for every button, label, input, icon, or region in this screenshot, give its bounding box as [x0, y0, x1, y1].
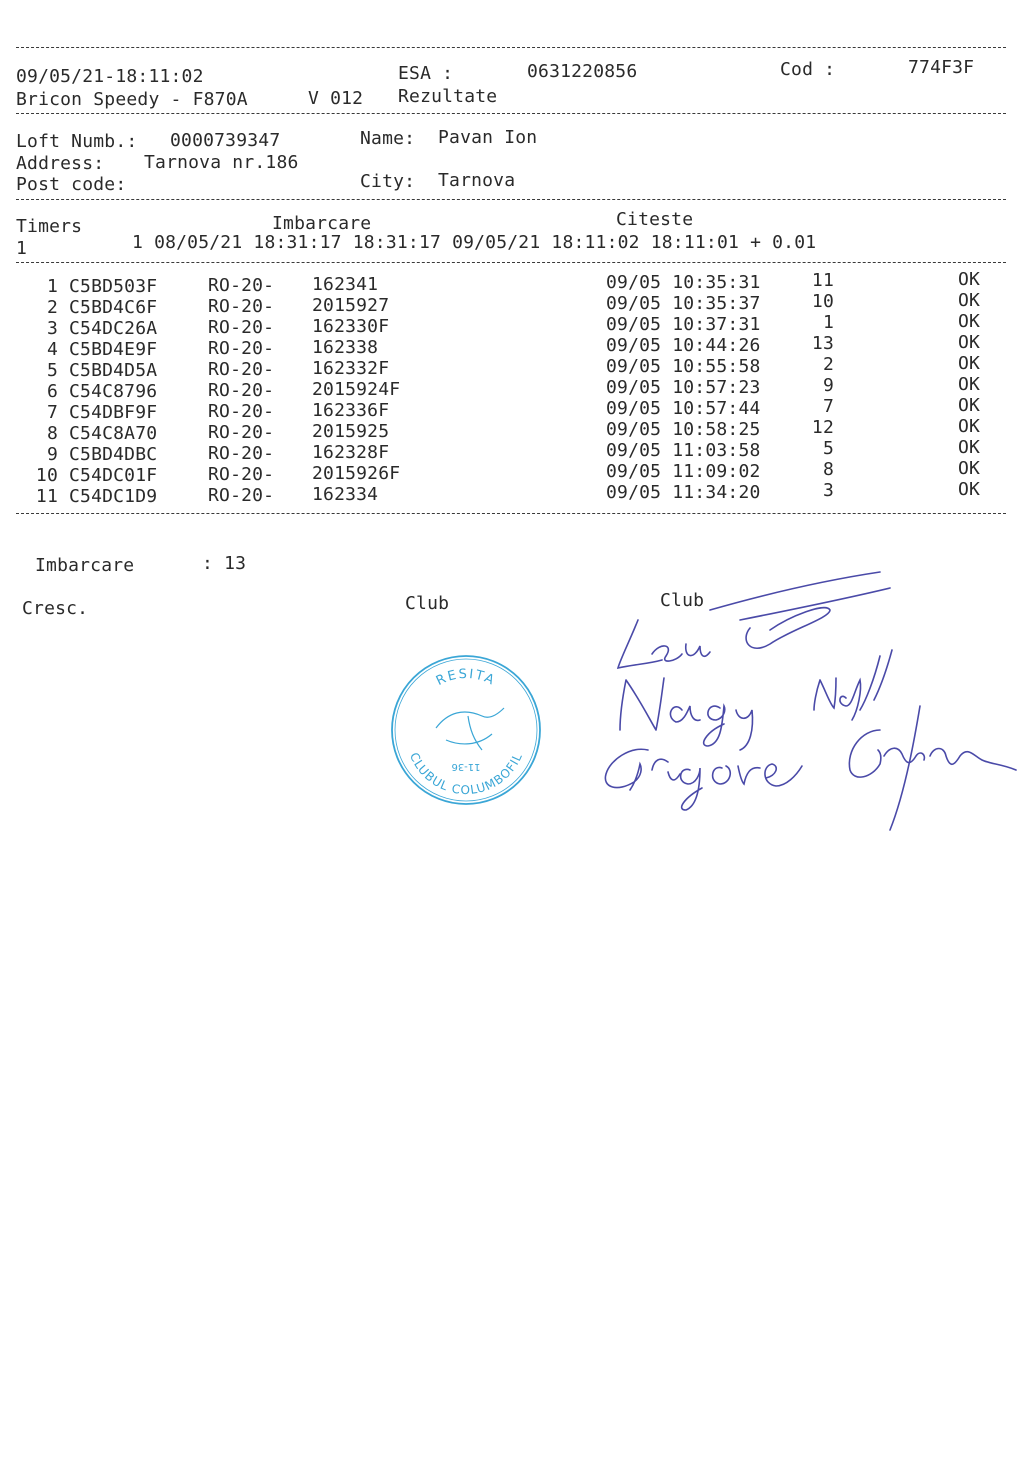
table-row	[0, 332, 1024, 360]
table-row	[0, 416, 1024, 444]
ring-prefix: RO-20-	[208, 338, 275, 359]
ring-prefix: RO-20-	[208, 464, 275, 485]
position: 13	[811, 333, 834, 354]
status: OK	[958, 290, 981, 311]
arrival-time: 09/05 10:37:31	[606, 314, 761, 335]
chip-id: C54C8A70	[69, 423, 158, 444]
svg-text:CLUBUL COLUMBOFIL	[407, 750, 525, 797]
arrival-time: 09/05 11:34:20	[606, 482, 761, 503]
table-row	[0, 311, 1024, 339]
position: 9	[822, 375, 834, 396]
status: OK	[958, 269, 981, 290]
position: 12	[811, 417, 834, 438]
chip-id: C54DBF9F	[69, 402, 158, 423]
row-number: 9	[46, 444, 58, 465]
esa-label: ESA :	[398, 63, 454, 84]
status: OK	[958, 437, 981, 458]
position: 10	[811, 291, 834, 312]
ring-prefix: RO-20-	[208, 317, 275, 338]
table-row	[0, 374, 1024, 402]
status: OK	[958, 416, 981, 437]
club-stamp	[386, 650, 546, 810]
ring-number: 162338	[312, 337, 379, 358]
print-datetime: 09/05/21-18:11:02	[16, 66, 204, 87]
handwritten-signatures	[590, 560, 1020, 840]
ring-prefix: RO-20-	[208, 443, 275, 464]
postcode-label: Post code:	[16, 174, 127, 195]
row-number: 5	[46, 360, 58, 381]
ring-prefix: RO-20-	[208, 380, 275, 401]
arrival-time: 09/05 10:35:37	[606, 293, 761, 314]
ring-prefix: RO-20-	[208, 296, 275, 317]
stamp-number: 11-36	[451, 761, 481, 772]
chip-id: C54DC26A	[69, 318, 158, 339]
loft-number-label: Loft Numb.:	[16, 131, 138, 152]
stamp-top-text: RESITA	[433, 666, 499, 690]
club-label: Club	[405, 593, 450, 614]
position: 1	[822, 312, 834, 333]
row-number: 4	[46, 339, 58, 360]
timers-imbarcare-label: Imbarcare	[272, 213, 372, 234]
position: 7	[822, 396, 834, 417]
table-row	[0, 479, 1024, 507]
chip-id: C5BD4C6F	[69, 297, 158, 318]
ring-prefix: RO-20-	[208, 422, 275, 443]
ring-number: 2015925	[312, 421, 390, 442]
name-value: Pavan Ion	[438, 127, 538, 148]
status: OK	[958, 311, 981, 332]
chip-id: C5BD4E9F	[69, 339, 158, 360]
loft-number-value: 0000739347	[170, 130, 281, 151]
device-version: V 012	[308, 88, 364, 109]
separator-line	[16, 199, 1006, 200]
row-number: 10	[35, 465, 58, 486]
esa-value: 0631220856	[527, 61, 638, 82]
arrival-time: 09/05 10:55:58	[606, 356, 761, 377]
chip-id: C54C8796	[69, 381, 158, 402]
ring-number: 2015924F	[312, 379, 401, 400]
arrival-time: 09/05 10:57:23	[606, 377, 761, 398]
row-number: 3	[46, 318, 58, 339]
ring-prefix: RO-20-	[208, 401, 275, 422]
arrival-time: 09/05 11:03:58	[606, 440, 761, 461]
status: OK	[958, 374, 981, 395]
chip-id: C54DC01F	[69, 465, 158, 486]
footer-imbarcare-label: Imbarcare	[35, 555, 135, 576]
status: OK	[958, 458, 981, 479]
position: 8	[822, 459, 834, 480]
chip-id: C5BD4D5A	[69, 360, 158, 381]
address-label: Address:	[16, 153, 105, 174]
separator-line	[16, 47, 1006, 48]
position: 2	[822, 354, 834, 375]
row-number: 1	[46, 276, 58, 297]
city-value: Tarnova	[438, 170, 516, 191]
arrival-time: 09/05 11:09:02	[606, 461, 761, 482]
club-label: Club	[660, 590, 705, 611]
svg-text:RESITA	[434, 667, 498, 689]
table-row	[0, 269, 1024, 297]
table-row	[0, 353, 1024, 381]
chip-id: C5BD4DBC	[69, 444, 158, 465]
cod-value: 774F3F	[908, 57, 975, 78]
arrival-time: 09/05 10:58:25	[606, 419, 761, 440]
chip-id: C5BD503F	[69, 276, 158, 297]
position: 3	[822, 480, 834, 501]
row-number: 8	[46, 423, 58, 444]
arrival-time: 09/05 10:44:26	[606, 335, 761, 356]
cresc-label: Cresc.	[22, 598, 89, 619]
row-number: 7	[46, 402, 58, 423]
ring-number: 162330F	[312, 316, 390, 337]
table-row	[0, 395, 1024, 423]
arrival-time: 09/05 10:35:31	[606, 272, 761, 293]
status: OK	[958, 353, 981, 374]
device-name: Bricon Speedy - F870A	[16, 89, 248, 110]
footer-imbarcare-value: : 13	[202, 553, 247, 574]
stamp-bottom-text: CLUBUL COLUMBOFIL	[406, 750, 526, 798]
timers-citeste-label: Citeste	[616, 209, 694, 230]
address-value: Tarnova nr.186	[144, 152, 299, 173]
arrival-time: 09/05 10:57:44	[606, 398, 761, 419]
position: 11	[811, 270, 834, 291]
ring-number: 162328F	[312, 442, 390, 463]
ring-prefix: RO-20-	[208, 359, 275, 380]
ring-prefix: RO-20-	[208, 275, 275, 296]
city-label: City:	[360, 171, 416, 192]
position: 5	[822, 438, 834, 459]
ring-number: 162334	[312, 484, 379, 505]
ring-number: 162341	[312, 274, 379, 295]
ring-number: 162336F	[312, 400, 390, 421]
table-row	[0, 458, 1024, 486]
ring-prefix: RO-20-	[208, 485, 275, 506]
ring-number: 2015927	[312, 295, 390, 316]
separator-line	[16, 513, 1006, 514]
separator-line	[16, 113, 1006, 114]
status: OK	[958, 479, 981, 500]
table-row	[0, 290, 1024, 318]
row-number: 11	[35, 486, 58, 507]
timers-label: Timers	[16, 216, 83, 237]
separator-line	[16, 262, 1006, 263]
name-label: Name:	[360, 128, 416, 149]
status: OK	[958, 332, 981, 353]
timer-number: 1	[16, 238, 28, 259]
chip-id: C54DC1D9	[69, 486, 158, 507]
cod-label: Cod :	[780, 59, 836, 80]
ring-number: 162332F	[312, 358, 390, 379]
timer-details: 1 08/05/21 18:31:17 18:31:17 09/05/21 18:11:02 18:11:01 + 0.01	[132, 232, 817, 253]
table-row	[0, 437, 1024, 465]
document-title: Rezultate	[398, 86, 498, 107]
row-number: 6	[46, 381, 58, 402]
status: OK	[958, 395, 981, 416]
row-number: 2	[46, 297, 58, 318]
ring-number: 2015926F	[312, 463, 401, 484]
